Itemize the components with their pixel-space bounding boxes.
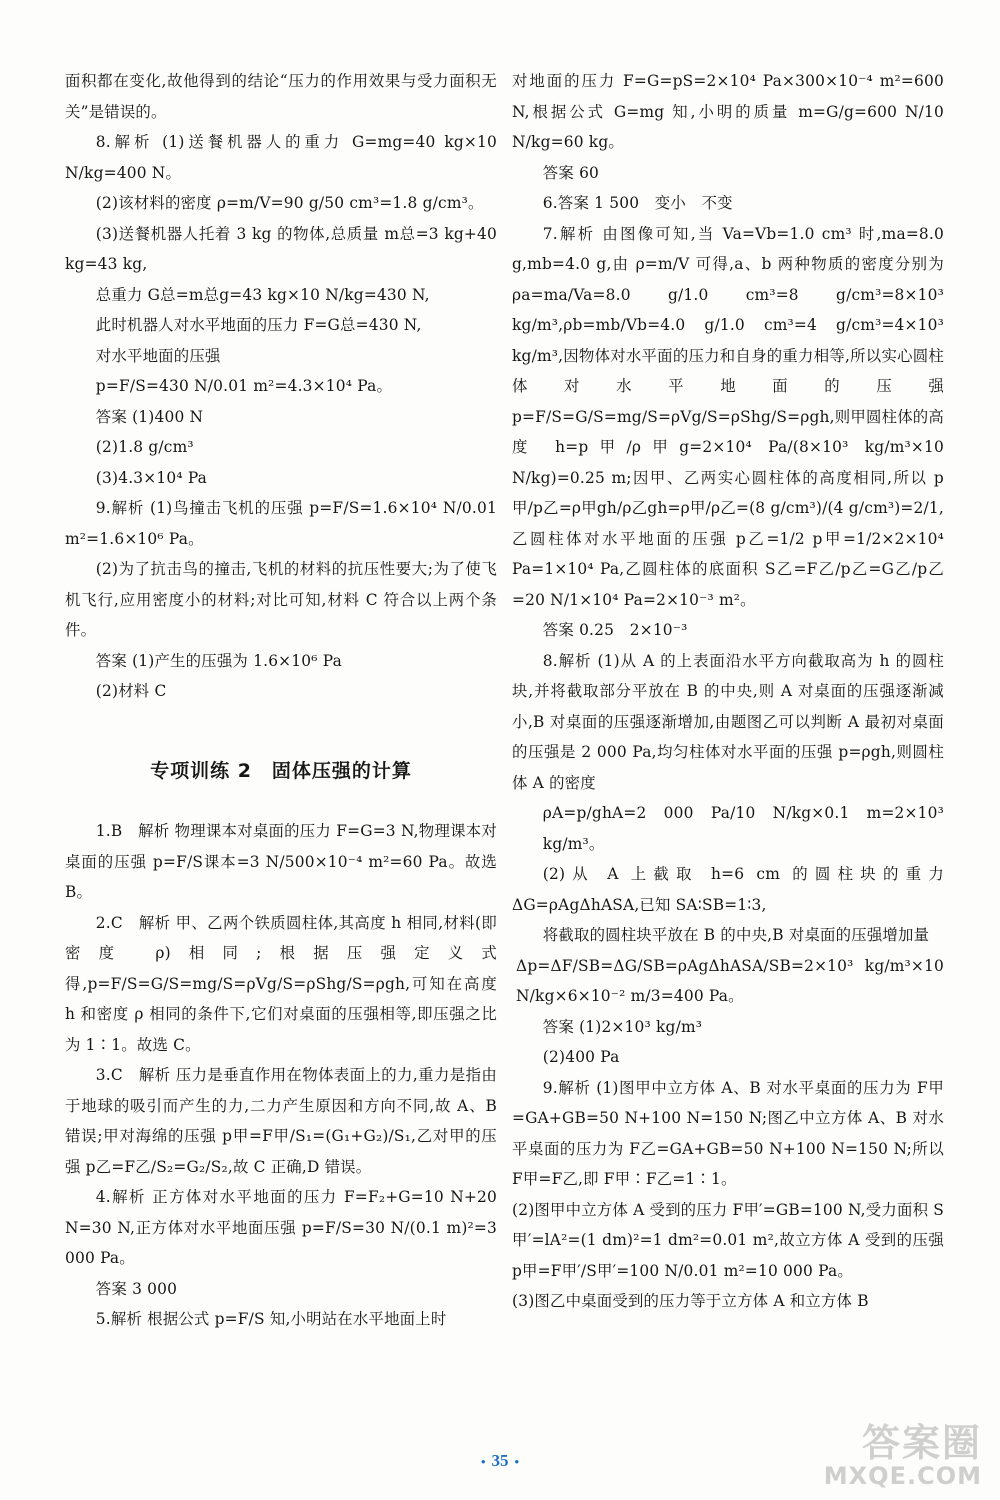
right-para-8: 8.解析 (1)从 A 的上表面沿水平方向截取高为 h 的圆柱块,并将截取部分平放在 B 的中央,则 A 对桌面的压强逐渐减小,B 对桌面的压强逐渐增加,由题图乙可以判断 A 最初对桌面的压强是 2 000 Pa,均匀柱体对水平面的压强 p=ρgh,则圆柱体 A 的密度 xyxy=(512,651,944,792)
right-para-6: 6.答案 1 500 变小 不变 xyxy=(542,194,733,212)
right-para-9b: (2)图甲中立方体 A 受到的压力 F甲′=GB=100 N,受力面积 S甲′=lA²=(1 dm)²=1 dm²=0.01 m²,故立方体 A 受到的压强 p甲=F甲′/S甲′=100 N/0.01 m²=10 000 Pa。 xyxy=(512,1200,950,1280)
left-para-4: 总重力 G总=m总g=43 kg×10 N/kg=430 N, xyxy=(95,285,430,304)
right-para-9c: (3)图乙中桌面受到的压力等于立方体 A 和立方体 B xyxy=(512,1292,869,1310)
right-eq-8b: Δp=ΔF/SB=ΔG/SB=ρAgΔhASA/SB=2×10³ kg/m³×10 N/kg×6×10⁻² m/3=400 Pa。 xyxy=(516,956,950,1005)
left-answer-5: (2)材料 C xyxy=(95,682,167,700)
left2-para-1: 1.B 解析 物理课本对桌面的压力 F=G=3 N,物理课本对桌面的压强 p=F/S课本=3 N/500×10⁻⁴ m²=60 Pa。故选 B。 xyxy=(65,822,503,902)
left-para-5: 此时机器人对水平地面的压力 F=G总=430 N, xyxy=(95,316,422,334)
left-para-1: 8.解析 (1)送餐机器人的重力 G=mg=40 kg×10 N/kg=400 N。 xyxy=(65,133,503,182)
right-answer-8a: 答案 (1)2×10³ kg/m³ xyxy=(542,1017,703,1036)
left-column xyxy=(65,66,503,1335)
right-answer-8b: (2)400 Pa xyxy=(542,1048,620,1066)
left-para-7: p=F/S=430 N/0.01 m²=4.3×10⁴ Pa。 xyxy=(95,377,393,395)
page-number: • 35 • xyxy=(480,1451,520,1470)
left-para-3: (3)送餐机器人托着 3 kg 的物体,总质量 m总=3 kg+40 kg=43 kg, xyxy=(65,224,503,273)
left-para-6: 对水平地面的压强 xyxy=(95,346,221,365)
right-answer-5: 答案 60 xyxy=(542,163,600,182)
left-para-9: 9.解析 (1)鸟撞击飞机的压强 p=F/S=1.6×10⁴ N/0.01 m²=1.6×10⁶ Pa。 xyxy=(65,499,503,548)
left2-para-2: 2.C 解析 甲、乙两个铁质圆柱体,其高度 h 相同,材料(即密度 ρ)相同;根据压强定义式得,p=F/S=G/S=mg/S=ρVg/S=ρShg/S=ρgh,可知在高度 h 和密度 ρ 相同的条件下,它们对桌面的压强相等,即压强之比为 1∶1。故选 C。 xyxy=(65,913,503,1054)
right-para-9a: 9.解析 (1)图甲中立方体 A、B 对水平桌面的压力为 F甲=GA+GB=50 N+100 N=150 N;图乙中立方体 A、B 对水平桌面的压力为 F乙=GA+GB=50 N+100 N=150 N;所以 F甲=F乙,即 F甲∶F乙=1∶1。 xyxy=(512,1078,950,1188)
right-para-8b: (2)从 A 上截取 h=6 cm 的圆柱块的重力 ΔG=ρAgΔhASA,已知 SA∶SB=1∶3, xyxy=(512,865,950,914)
page-number-text: 35 xyxy=(491,1451,509,1470)
watermark-logo xyxy=(802,1412,992,1492)
left-answer-3: (3)4.3×10⁴ Pa xyxy=(95,468,208,487)
left-answer-2: (2)1.8 g/cm³ xyxy=(95,438,194,456)
left2-para-4: 4.解析 正方体对水平地面的压力 F=F₂+G=10 N+20 N=30 N,正方体对水平地面压强 p=F/S=30 N/(0.1 m)²=3 000 Pa。 xyxy=(65,1188,503,1268)
right-para-8c: 将截取的圆柱块平放在 B 的中央,B 对桌面的压强增加量 xyxy=(542,926,930,944)
right-eq-8a: ρA=p/ghA=2 000 Pa/10 N/kg×0.1 m=2×10³ kg/m³。 xyxy=(542,804,950,853)
right-para-7: 7.解析 由图像可知,当 Va=Vb=1.0 cm³ 时,ma=8.0 g,mb=4.0 g,由 ρ=m/V 可得,a、b 两种物质的密度分别为 ρa=ma/Va=8.0 g/1.0 cm³=8 g/cm³=8×10³ kg/m³,ρb=mb/Vb=4.0 g/1.0 cm³=4 g/cm³=4×10³ kg/m³,因物体对水平面的压力和自身的重力相等,所以实心圆柱体对水平地面的压强 p=F/S=G/S=mg/S=ρVg/S=ρShg/S=ρgh,则甲圆柱体的高度 h=p甲/ρ甲g=2×10⁴ Pa/(8×10³ kg/m³×10 N/kg)=0.25 m;因甲、乙两实心圆柱体的高度相同,所以 p甲/p乙=ρ甲gh/ρ乙gh=ρ甲/ρ乙=(8 g/cm³)/(4 g/cm³)=2/1,乙圆柱体对水平地面的压强 p乙=1/2 p甲=1/2×2×10⁴ Pa=1×10⁴ Pa,乙圆柱体的底面积 S乙=F乙/p乙=G乙/p乙=20 N/1×10⁴ Pa=2×10⁻³ m²。 xyxy=(512,224,950,609)
left-para-10: (2)为了抗击鸟的撞击,飞机的材料的抗压性要大;为了使飞机飞行,应用密度小的材料;对比可知,材料 C 符合以上两个条件。 xyxy=(65,560,497,639)
right-column xyxy=(512,66,950,1317)
section-title: 专项训练 2 固体压强的计算 xyxy=(150,759,412,782)
left-para-0: 面积都在变化,故他得到的结论“压力的作用效果与受力面积无关”是错误的。 xyxy=(65,72,497,121)
right-para-0: 对地面的压力 F=G=pS=2×10⁴ Pa×300×10⁻⁴ m²=600 N,根据公式 G=mg 知,小明的质量 m=G/g=600 N/10 N/kg=60 kg。 xyxy=(512,72,950,151)
watermark-text: 答案圈 xyxy=(861,1421,982,1465)
right-answer-7: 答案 0.25 2×10⁻³ xyxy=(542,621,688,639)
left-answer-1: 答案 (1)400 N xyxy=(95,407,204,426)
left2-para-3: 3.C 解析 压力是垂直作用在物体表面上的力,重力是指由于地球的吸引而产生的力,二力产生原因和方向不同,故 A、B 错误;甲对海绵的压强 p甲=F甲/S₁=(G₁+G₂)/S₁,乙对甲的压强 p乙=F乙/S₂=G₂/S₂,故 C 正确,D 错误。 xyxy=(65,1066,503,1176)
left-answer-4: 答案 (1)产生的压强为 1.6×10⁶ Pa xyxy=(95,651,342,670)
watermark-url: MXQE.COM xyxy=(823,1462,982,1490)
left2-answer-4: 答案 3 000 xyxy=(95,1279,178,1298)
left2-para-5: 5.解析 根据公式 p=F/S 知,小明站在水平地面上时 xyxy=(95,1310,447,1329)
left-para-2: (2)该材料的密度 ρ=m/V=90 g/50 cm³=1.8 g/cm³。 xyxy=(95,194,484,212)
